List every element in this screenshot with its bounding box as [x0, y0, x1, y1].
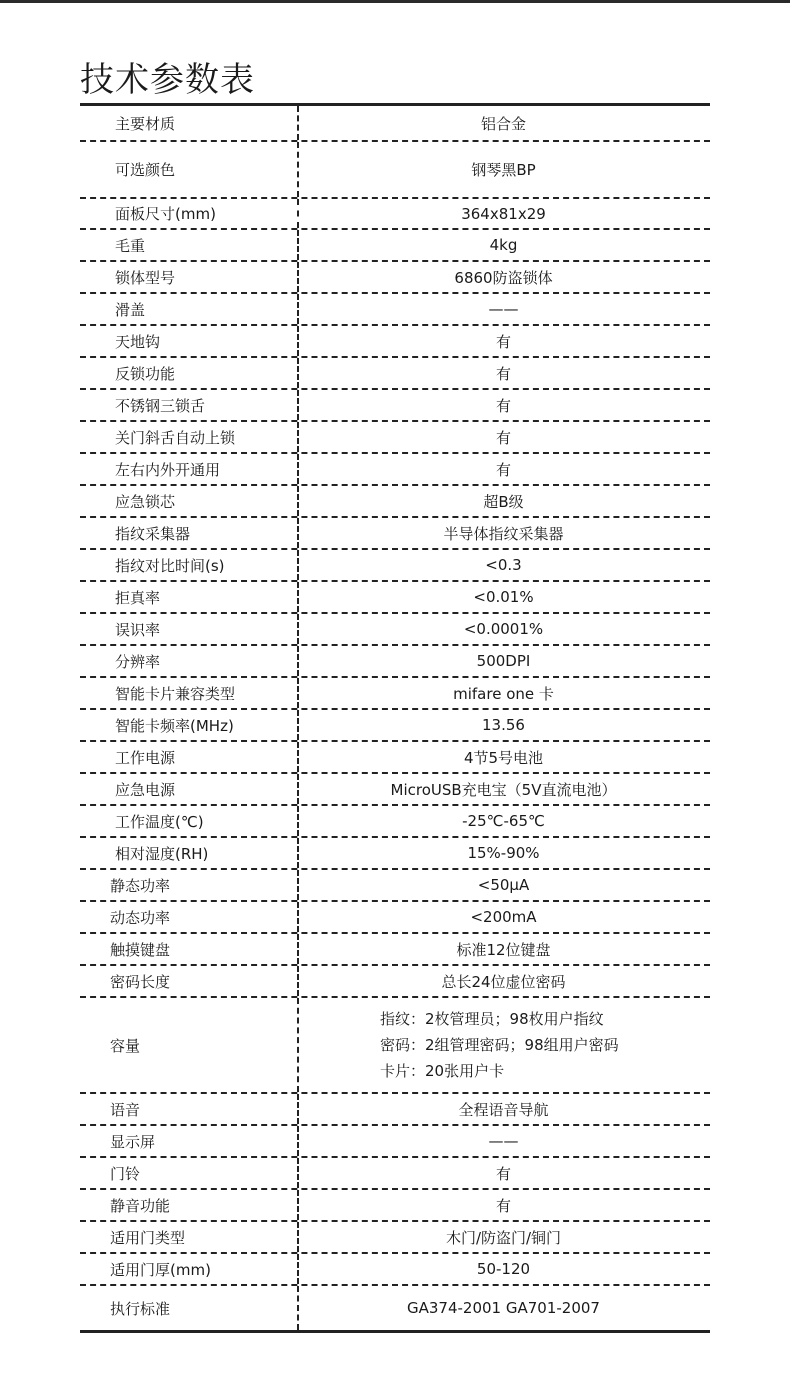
spec-value: mifare one 卡: [453, 684, 554, 703]
spec-value: 有: [495, 364, 511, 383]
column-divider: [297, 326, 299, 356]
spec-label: 门铃: [110, 1164, 141, 1183]
spec-label: 毛重: [115, 236, 146, 255]
spec-label: 指纹采集器: [115, 524, 191, 543]
spec-row: [80, 326, 710, 358]
spec-label: 可选颜色: [115, 161, 176, 179]
spec-row: [80, 262, 710, 294]
spec-row: [80, 1094, 710, 1126]
top-border: [0, 0, 790, 3]
spec-value: GA374-2001 GA701-2007: [407, 1299, 600, 1317]
spec-value-line: 指纹：2枚管理员；98枚用户指纹: [380, 1010, 604, 1028]
spec-value: ——: [488, 1132, 519, 1150]
spec-row: [80, 646, 710, 678]
spec-value: 超B级: [483, 492, 524, 511]
spec-label: 关门斜舌自动上锁: [115, 428, 236, 447]
column-divider: [297, 806, 299, 836]
spec-row: [80, 486, 710, 518]
spec-label: 滑盖: [115, 300, 146, 319]
spec-label: 容量: [110, 1036, 141, 1055]
spec-label: 主要材质: [115, 114, 176, 133]
spec-label: 智能卡片兼容类型: [115, 684, 236, 703]
spec-value: 半导体指纹采集器: [443, 524, 564, 543]
column-divider: [297, 1254, 299, 1284]
column-divider: [297, 1158, 299, 1188]
spec-value: 全程语音导航: [458, 1100, 549, 1119]
spec-label: 工作电源: [115, 748, 176, 767]
column-divider: [297, 838, 299, 868]
spec-value: 有: [495, 1164, 511, 1183]
spec-value: <0.01%: [473, 588, 534, 606]
spec-label: 显示屏: [110, 1132, 156, 1151]
spec-row: [80, 1126, 710, 1158]
spec-row: [80, 998, 710, 1094]
column-divider: [297, 646, 299, 676]
column-divider: [297, 358, 299, 388]
spec-row: [80, 454, 710, 486]
column-divider: [297, 262, 299, 292]
spec-label: 工作温度(℃): [115, 812, 204, 831]
spec-value-line: 卡片：20张用户卡: [380, 1062, 505, 1080]
column-divider: [297, 1094, 299, 1124]
spec-row: [80, 774, 710, 806]
spec-row: [80, 518, 710, 550]
spec-label: 静态功率: [110, 876, 171, 895]
spec-row: [80, 1222, 710, 1254]
spec-value: 总长24位虚位密码: [441, 972, 566, 991]
spec-value: 13.56: [482, 716, 525, 734]
spec-row: [80, 742, 710, 774]
spec-label: 分辨率: [115, 652, 161, 671]
spec-value: 有: [495, 428, 511, 447]
column-divider: [297, 294, 299, 324]
column-divider: [297, 1190, 299, 1220]
spec-value: <200mA: [470, 908, 537, 926]
spec-value: <0.3: [485, 556, 522, 574]
spec-value: <0.0001%: [463, 620, 544, 638]
spec-row: [80, 838, 710, 870]
page-title: 技术参数表: [80, 60, 255, 100]
spec-label: 密码长度: [110, 972, 171, 991]
column-divider: [297, 614, 299, 644]
spec-label: 动态功率: [110, 908, 171, 927]
spec-label: 左右内外开通用: [115, 460, 221, 479]
spec-row: [80, 710, 710, 742]
spec-label: 误识率: [115, 620, 161, 639]
spec-label: 相对湿度(RH): [115, 844, 209, 863]
column-divider: [297, 902, 299, 932]
spec-row: [80, 390, 710, 422]
spec-value: 6860防盗锁体: [454, 268, 553, 287]
spec-label: 不锈钢三锁舌: [115, 396, 206, 415]
column-divider: [297, 934, 299, 964]
spec-label: 指纹对比时间(s): [115, 556, 225, 575]
spec-row: [80, 142, 710, 199]
column-divider: [297, 390, 299, 420]
spec-label: 触摸键盘: [110, 940, 171, 959]
spec-row: [80, 678, 710, 710]
spec-value: 有: [495, 332, 511, 351]
spec-row: [80, 106, 710, 142]
column-divider: [297, 106, 299, 140]
column-divider: [297, 1126, 299, 1156]
spec-value: 有: [495, 396, 511, 415]
column-divider: [297, 742, 299, 772]
column-divider: [297, 870, 299, 900]
column-divider: [297, 199, 299, 228]
spec-row: [80, 966, 710, 998]
spec-label: 拒真率: [115, 588, 161, 607]
spec-label: 锁体型号: [115, 268, 176, 287]
column-divider: [297, 998, 299, 1092]
spec-row: [80, 550, 710, 582]
spec-value: ——: [488, 300, 519, 318]
spec-row: [80, 422, 710, 454]
spec-value: 50-120: [476, 1260, 531, 1278]
spec-row: [80, 230, 710, 262]
column-divider: [297, 1286, 299, 1330]
spec-label: 智能卡频率(MHz): [115, 716, 234, 735]
column-divider: [297, 422, 299, 452]
spec-value: 木门/防盗门/铜门: [445, 1228, 562, 1247]
column-divider: [297, 142, 299, 197]
column-divider: [297, 678, 299, 708]
spec-value: -25℃-65℃: [462, 812, 545, 830]
spec-value: 500DPI: [476, 652, 531, 670]
spec-value: 标准12位键盘: [456, 940, 551, 959]
spec-label: 应急电源: [115, 780, 176, 799]
column-divider: [297, 966, 299, 996]
spec-value: 4节5号电池: [463, 748, 544, 767]
spec-label: 适用门厚(mm): [110, 1260, 211, 1279]
spec-label: 反锁功能: [115, 364, 176, 383]
spec-value: 钢琴黑BP: [471, 161, 536, 179]
spec-row: [80, 199, 710, 230]
spec-value: 铝合金: [480, 114, 526, 133]
spec-value: [297, 1006, 710, 1084]
spec-row: [80, 934, 710, 966]
column-divider: [297, 230, 299, 260]
spec-row: [80, 1254, 710, 1286]
spec-value: 有: [495, 460, 511, 479]
spec-row: [80, 870, 710, 902]
spec-row: [80, 358, 710, 390]
spec-value: MicroUSB充电宝（5V直流电池）: [390, 780, 617, 799]
spec-value: 364x81x29: [461, 204, 546, 223]
spec-label: 静音功能: [110, 1196, 171, 1215]
spec-value: 有: [495, 1196, 511, 1215]
spec-label: 适用门类型: [110, 1228, 186, 1247]
column-divider: [297, 582, 299, 612]
spec-row: [80, 1286, 710, 1330]
spec-label: 面板尺寸(mm): [115, 205, 216, 223]
spec-label: 应急锁芯: [115, 492, 176, 511]
spec-label: 天地钩: [115, 332, 161, 351]
column-divider: [297, 550, 299, 580]
column-divider: [297, 454, 299, 484]
column-divider: [297, 1222, 299, 1252]
spec-label: 语音: [110, 1100, 141, 1119]
column-divider: [297, 710, 299, 740]
spec-row: [80, 294, 710, 326]
spec-value: 4kg: [489, 236, 518, 254]
column-divider: [297, 774, 299, 804]
spec-row: [80, 902, 710, 934]
spec-value: 15%-90%: [467, 844, 540, 862]
spec-value-line: 密码：2组管理密码；98组用户密码: [380, 1036, 619, 1054]
spec-row: [80, 1158, 710, 1190]
column-divider: [297, 518, 299, 548]
spec-value: <50μA: [477, 876, 530, 894]
spec-row: [80, 1190, 710, 1222]
spec-row: [80, 614, 710, 646]
column-divider: [297, 486, 299, 516]
spec-row: [80, 806, 710, 838]
spec-label: 执行标准: [110, 1299, 171, 1318]
spec-row: [80, 582, 710, 614]
spec-table: [80, 103, 710, 1333]
